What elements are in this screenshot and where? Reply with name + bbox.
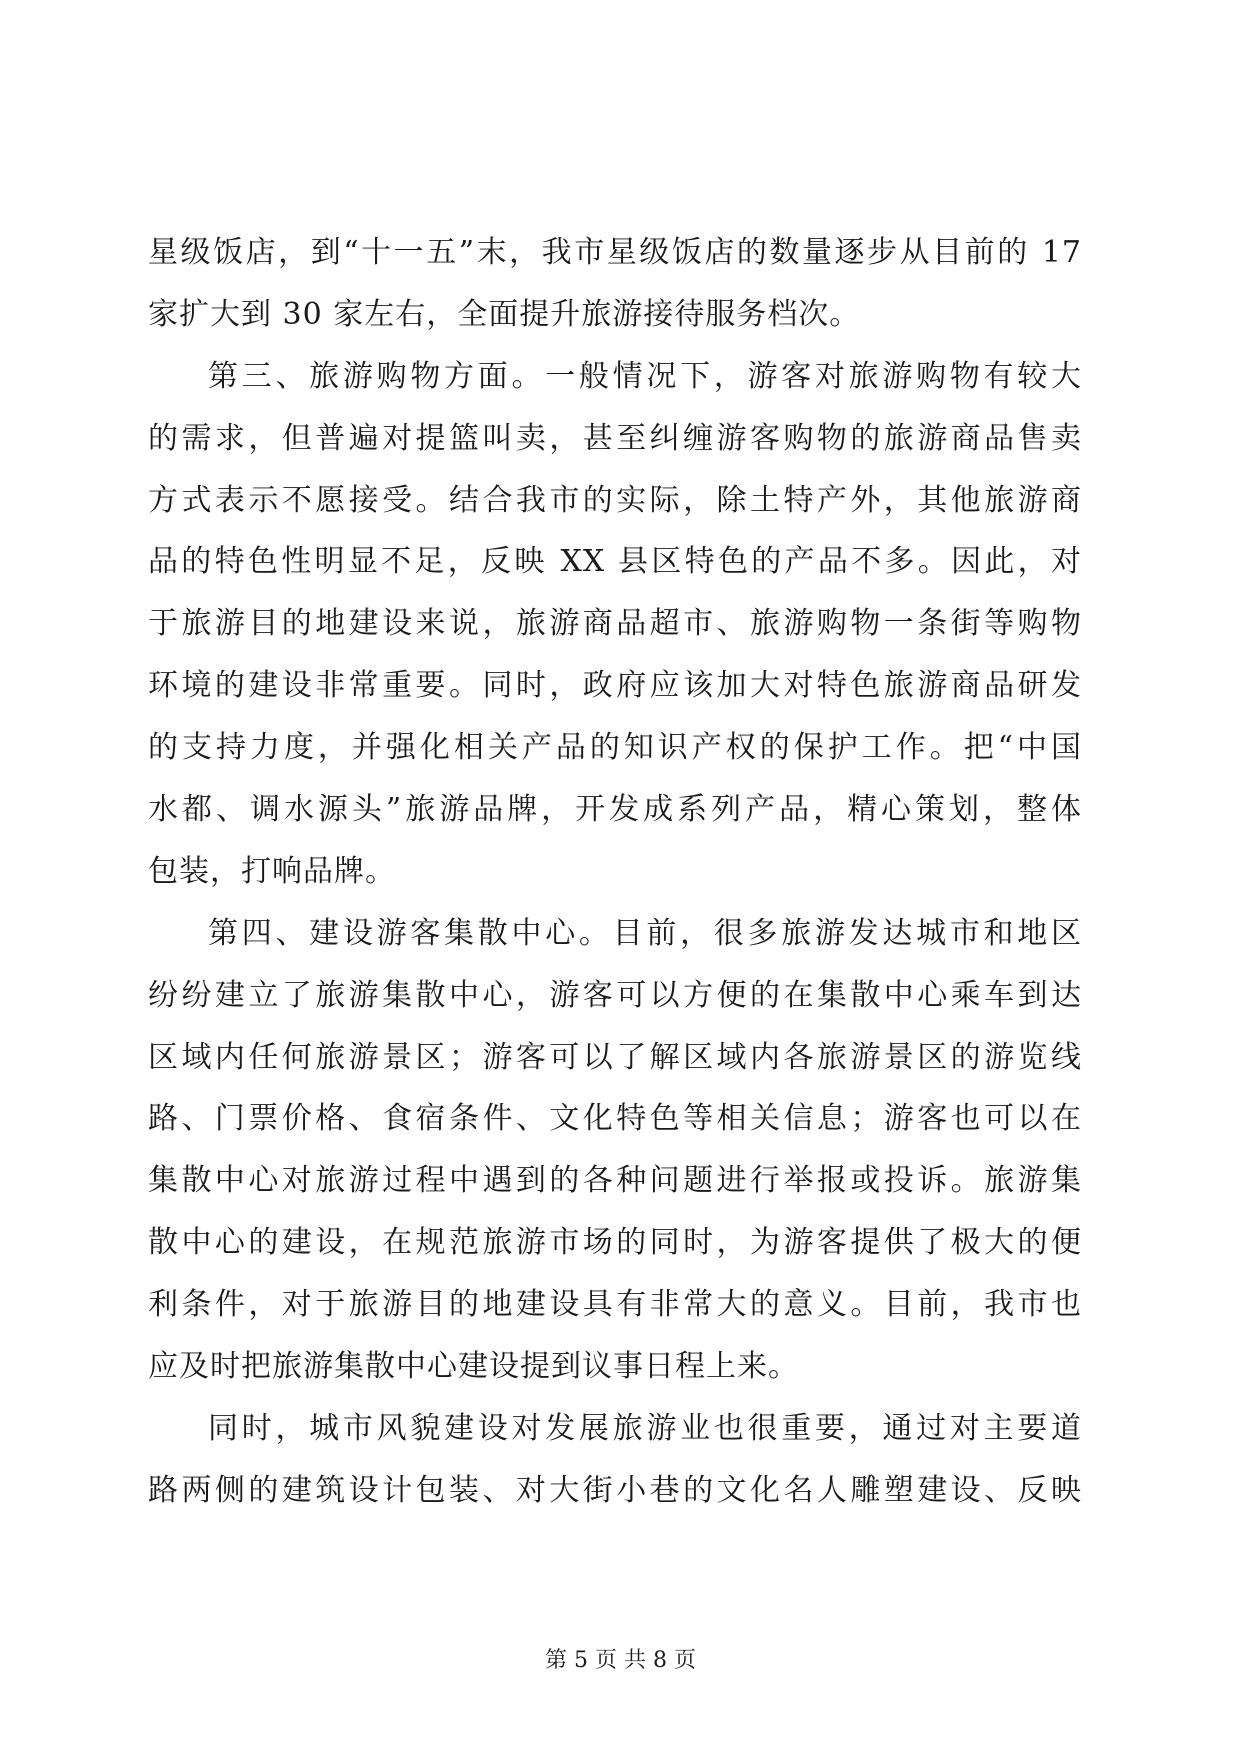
text-line: 第三、旅游购物方面。一般情况下，游客对旅游购物有较大 (208, 358, 1082, 394)
text-line: 纷纷建立了旅游集散中心，游客可以方便的在集散中心乘车到达 (148, 977, 1082, 1013)
text-line: 家扩大到 30 家左右，全面提升旅游接待服务档次。 (148, 296, 861, 332)
text-line: 包装，打响品牌。 (148, 853, 396, 889)
page-footer: 第 5 页 共 8 页 (545, 1648, 696, 1673)
text-line: 环境的建设非常重要。同时，政府应该加大对特色旅游商品研发 (148, 668, 1082, 704)
text-line: 于旅游目的地建设来说，旅游商品超市、旅游购物一条街等购物 (148, 606, 1082, 642)
text-line: 的需求，但普遍对提篮叫卖，甚至纠缠游客购物的旅游商品售卖 (148, 420, 1082, 456)
text-line: 星级饭店，到“十一五”末，我市星级饭店的数量逐步从目前的 17 (148, 235, 1082, 270)
text-line: 应及时把旅游集散中心建设提到议事日程上来。 (148, 1349, 799, 1385)
text-line: 散中心的建设，在规范旅游市场的同时，为游客提供了极大的便 (148, 1225, 1082, 1261)
text-line: 区域内任何旅游景区；游客可以了解区域内各旅游景区的游览线 (148, 1039, 1082, 1075)
text-line: 水都、调水源头”旅游品牌，开发成系列产品，精心策划，整体 (148, 792, 1082, 828)
text-line: 第四、建设游客集散中心。目前，很多旅游发达城市和地区 (208, 915, 1082, 951)
text-line: 的支持力度，并强化相关产品的知识产权的保护工作。把“中国 (148, 730, 1082, 766)
text-line: 路两侧的建筑设计包装、对大街小巷的文化名人雕塑建设、反映 (148, 1472, 1082, 1508)
document-body (148, 222, 1082, 1522)
text-line: 路、门票价格、食宿条件、文化特色等相关信息；游客也可以在 (148, 1101, 1082, 1137)
text-line: 集散中心对旅游过程中遇到的各种问题进行举报或投诉。旅游集 (148, 1163, 1082, 1199)
text-line: 方式表示不愿接受。结合我市的实际，除土特产外，其他旅游商 (148, 482, 1082, 518)
text-line: 品的特色性明显不足，反映 XX 县区特色的产品不多。因此，对 (148, 544, 1082, 580)
text-line: 同时，城市风貌建设对发展旅游业也很重要，通过对主要道 (208, 1410, 1082, 1446)
text-line: 利条件，对于旅游目的地建设具有非常大的意义。目前，我市也 (148, 1287, 1082, 1323)
